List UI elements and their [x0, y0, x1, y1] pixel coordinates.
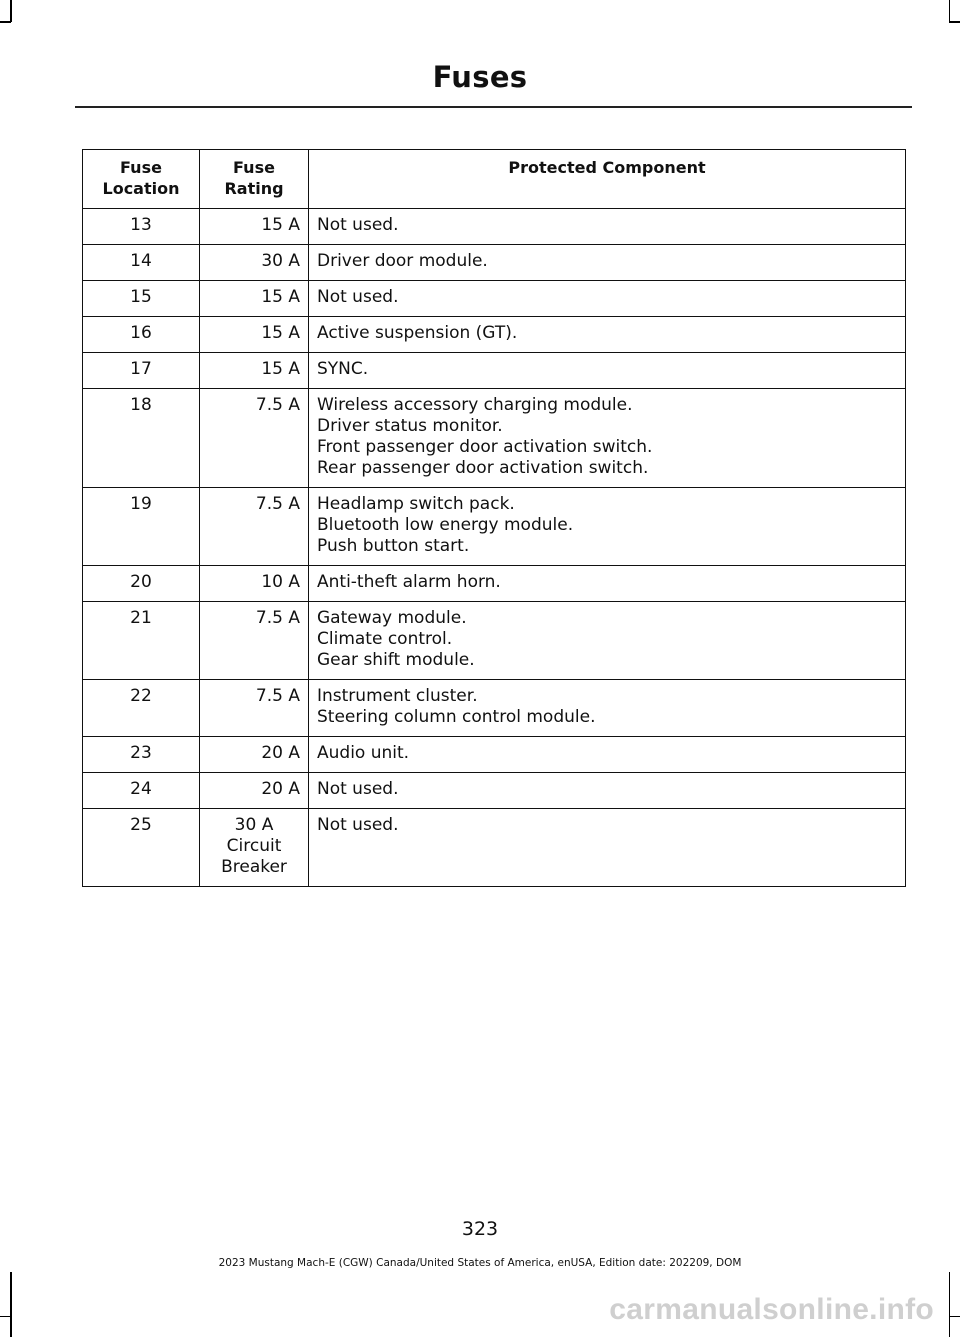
- protected-component-text: Wireless accessory charging module.: [317, 395, 633, 415]
- fuse-rating-cell: [200, 281, 309, 317]
- table-row: [83, 281, 906, 317]
- crop-mark: [949, 21, 960, 23]
- fuse-location-cell: 25: [83, 809, 200, 887]
- fuse-rating-cell: [200, 389, 309, 488]
- fuse-rating-cell: [200, 680, 309, 737]
- fuse-rating-text: 7.5 A: [255, 608, 300, 628]
- protected-component-cell: [309, 680, 906, 737]
- fuse-location-cell: 13: [83, 209, 200, 245]
- fuse-rating-text: 7.5 A: [255, 494, 300, 514]
- table-row: [83, 680, 906, 737]
- crop-mark: [949, 0, 951, 22]
- page-title: Fuses: [432, 60, 528, 94]
- fuse-rating-text: 7.5 A: [255, 686, 300, 706]
- table-row: [83, 602, 906, 680]
- fuse-rating-text: 30 A: [234, 815, 274, 835]
- protected-component-text: Not used.: [317, 815, 399, 835]
- fuse-table-header: [83, 150, 906, 209]
- protected-component-cell: [309, 353, 906, 389]
- fuse-rating-cell: [200, 602, 309, 680]
- protected-component-text: Steering column control module.: [317, 707, 596, 727]
- protected-component-text: Not used.: [317, 287, 399, 307]
- crop-mark: [10, 1272, 12, 1337]
- table-row: [83, 209, 906, 245]
- protected-component-text: Push button start.: [317, 536, 470, 556]
- crop-mark: [949, 1316, 960, 1318]
- header-fuse-location: [83, 150, 200, 209]
- fuse-rating-cell: [200, 809, 309, 887]
- protected-component-cell: [309, 737, 906, 773]
- crop-mark: [10, 0, 12, 22]
- fuse-rating-cell: [200, 209, 309, 245]
- fuse-rating-text: 15 A: [261, 287, 300, 307]
- table-row: [83, 809, 906, 887]
- protected-component-text: Gateway module.: [317, 608, 467, 628]
- fuse-rating-cell: [200, 737, 309, 773]
- table-row: [83, 389, 906, 488]
- fuse-location-cell: 18: [83, 389, 200, 488]
- header-text: Rating: [224, 179, 284, 198]
- crop-mark: [949, 1272, 951, 1337]
- fuse-rating-text: 10 A: [261, 572, 300, 592]
- fuse-rating-text: 15 A: [261, 359, 300, 379]
- fuse-rating-text: 7.5 A: [255, 395, 300, 415]
- fuse-rating-text: 15 A: [261, 215, 300, 235]
- fuse-rating-text: Circuit: [226, 836, 282, 856]
- fuse-rating-cell: [200, 245, 309, 281]
- protected-component-cell: [309, 809, 906, 887]
- table-row: [83, 245, 906, 281]
- fuse-location-cell: 19: [83, 488, 200, 566]
- protected-component-cell: [309, 602, 906, 680]
- protected-component-text: Bluetooth low energy module.: [317, 515, 574, 535]
- header-text: Fuse: [120, 158, 162, 177]
- fuse-rating-text: Breaker: [221, 857, 287, 877]
- crop-mark: [0, 1316, 11, 1318]
- fuse-rating-text: 20 A: [261, 779, 300, 799]
- protected-component-cell: [309, 281, 906, 317]
- protected-component-text: Audio unit.: [317, 743, 410, 763]
- protected-component-cell: [309, 209, 906, 245]
- table-row: [83, 773, 906, 809]
- protected-component-text: Rear passenger door activation switch.: [317, 458, 649, 478]
- page-number: 323: [461, 1218, 499, 1240]
- fuse-rating-text: 20 A: [261, 743, 300, 763]
- table-row: [83, 488, 906, 566]
- watermark-logo: carmanualsonline.info: [609, 1293, 934, 1326]
- protected-component-text: Front passenger door activation switch.: [317, 437, 653, 457]
- fuse-rating-cell: [200, 566, 309, 602]
- protected-component-text: Driver status monitor.: [317, 416, 503, 436]
- table-row: [83, 353, 906, 389]
- header-text: Location: [102, 179, 180, 198]
- protected-component-cell: [309, 488, 906, 566]
- protected-component-cell: [309, 317, 906, 353]
- table-row: [83, 566, 906, 602]
- header-row: [83, 150, 906, 209]
- fuse-rating-cell: [200, 317, 309, 353]
- fuse-location-cell: 16: [83, 317, 200, 353]
- header-text: Protected Component: [508, 158, 706, 177]
- title-divider: [75, 106, 912, 108]
- fuse-rating-cell: [200, 353, 309, 389]
- crop-mark: [0, 21, 11, 23]
- table-row: [83, 317, 906, 353]
- footer-text: 2023 Mustang Mach-E (CGW) Canada/United States of America, enUSA, Edition date: 202209, DOM: [218, 1257, 742, 1269]
- fuse-location-cell: 22: [83, 680, 200, 737]
- protected-component-text: Climate control.: [317, 629, 453, 649]
- protected-component-cell: [309, 773, 906, 809]
- fuse-table: [82, 149, 906, 887]
- protected-component-text: SYNC.: [317, 359, 369, 379]
- fuse-location-cell: 24: [83, 773, 200, 809]
- protected-component-cell: [309, 566, 906, 602]
- protected-component-cell: [309, 245, 906, 281]
- fuse-location-cell: 21: [83, 602, 200, 680]
- protected-component-text: Gear shift module.: [317, 650, 475, 670]
- protected-component-text: Not used.: [317, 779, 399, 799]
- header-text: Fuse: [233, 158, 275, 177]
- header-protected-component: [309, 150, 906, 209]
- header-fuse-rating: [200, 150, 309, 209]
- fuse-location-cell: 14: [83, 245, 200, 281]
- protected-component-text: Anti-theft alarm horn.: [317, 572, 501, 592]
- fuse-location-cell: 23: [83, 737, 200, 773]
- protected-component-cell: [309, 389, 906, 488]
- fuse-table-body: [83, 209, 906, 887]
- fuse-rating-cell: [200, 773, 309, 809]
- fuse-location-cell: 17: [83, 353, 200, 389]
- fuse-rating-cell: [200, 488, 309, 566]
- protected-component-text: Instrument cluster.: [317, 686, 478, 706]
- fuse-rating-text: 30 A: [261, 251, 300, 271]
- protected-component-text: Driver door module.: [317, 251, 488, 271]
- table-row: [83, 737, 906, 773]
- protected-component-text: Not used.: [317, 215, 399, 235]
- fuse-location-cell: 15: [83, 281, 200, 317]
- fuse-location-cell: 20: [83, 566, 200, 602]
- protected-component-text: Headlamp switch pack.: [317, 494, 515, 514]
- fuse-rating-text: 15 A: [261, 323, 300, 343]
- protected-component-text: Active suspension (GT).: [317, 323, 518, 343]
